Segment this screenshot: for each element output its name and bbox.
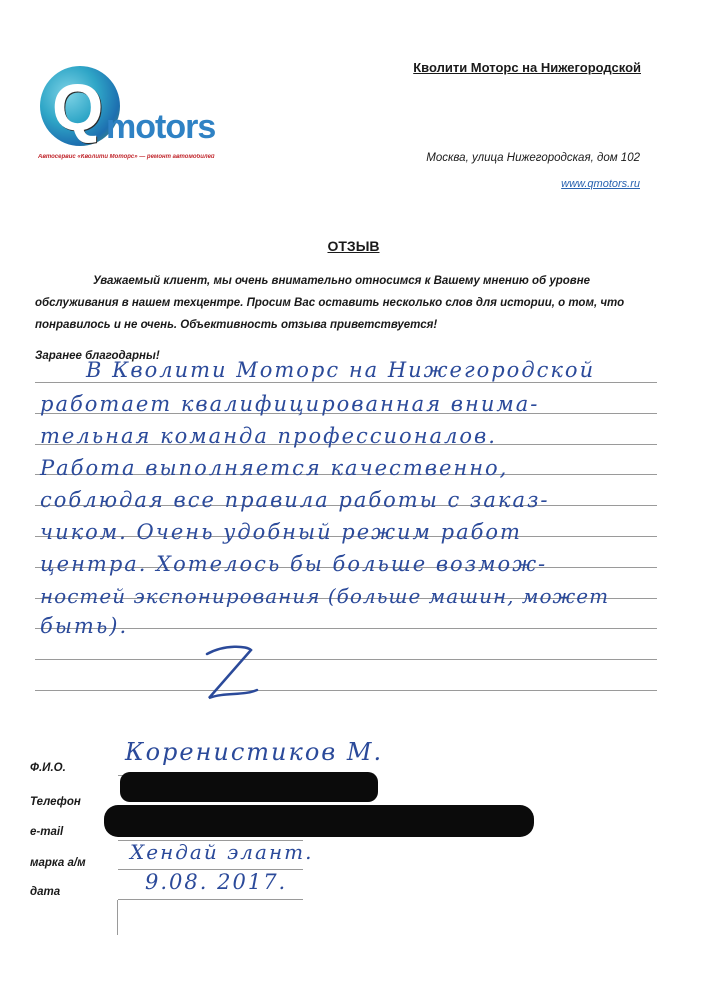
qmotors-logo — [30, 62, 240, 172]
closing-mark-icon — [195, 640, 265, 710]
logo-letter: Q — [52, 70, 104, 144]
form-title: ОТЗЫВ — [327, 238, 380, 254]
date-value: 9.08. 2017. — [145, 870, 288, 894]
name-value: Коренистиков М. — [125, 738, 384, 766]
review-line: центра. Хотелось бы больше возмож- — [40, 552, 548, 576]
company-address: Москва, улица Нижегородская, дом 102 — [426, 152, 640, 164]
ruled-line — [35, 628, 657, 629]
car-value: Хендай элант. — [130, 840, 314, 864]
company-name: Кволити Моторс на Нижегородской — [413, 60, 641, 75]
name-label: Ф.И.О. — [30, 762, 66, 774]
review-line: ностей экспонирования (больше машин, может — [40, 584, 610, 608]
phone-redaction — [120, 772, 378, 802]
ruled-line — [35, 659, 657, 660]
car-label: марка а/м — [30, 857, 86, 869]
phone-label: Телефон — [30, 796, 81, 808]
email-label: e-mail — [30, 826, 64, 838]
website-link[interactable]: www.qmotors.ru — [561, 178, 640, 190]
review-line: В Кволити Моторс на Нижегородской — [86, 358, 596, 382]
email-redaction — [104, 805, 534, 837]
logo-word: motors — [106, 108, 216, 146]
logo-tagline: Автосервис «Кволити Моторс» — ремонт автомобилей — [38, 154, 215, 160]
review-line: работает квалифицированная внима- — [40, 392, 540, 416]
thanks-text: Заранее благодарны! — [35, 350, 160, 362]
review-line: чиком. Очень удобный режим работ — [40, 520, 522, 544]
date-field[interactable] — [118, 899, 303, 900]
date-label: дата — [30, 886, 61, 898]
review-line: соблюдая все правила работы с заказ- — [40, 488, 550, 512]
review-line: тельная команда профессионалов. — [40, 424, 497, 448]
intro-text: Уважаемый клиент, мы очень внимательно относимся к Вашему мнению об уровне обслуживания в нашем техцентре. Просим Вас оставить несколько слов для истории, о том, что понравилось и не очень. Объективность отзыва приветствуется! — [35, 275, 625, 331]
ruled-line — [35, 690, 657, 691]
margin-line — [117, 900, 118, 935]
review-line: Работа выполняется качественно, — [40, 456, 509, 480]
review-line: быть). — [40, 614, 129, 638]
ruled-line — [35, 382, 657, 383]
